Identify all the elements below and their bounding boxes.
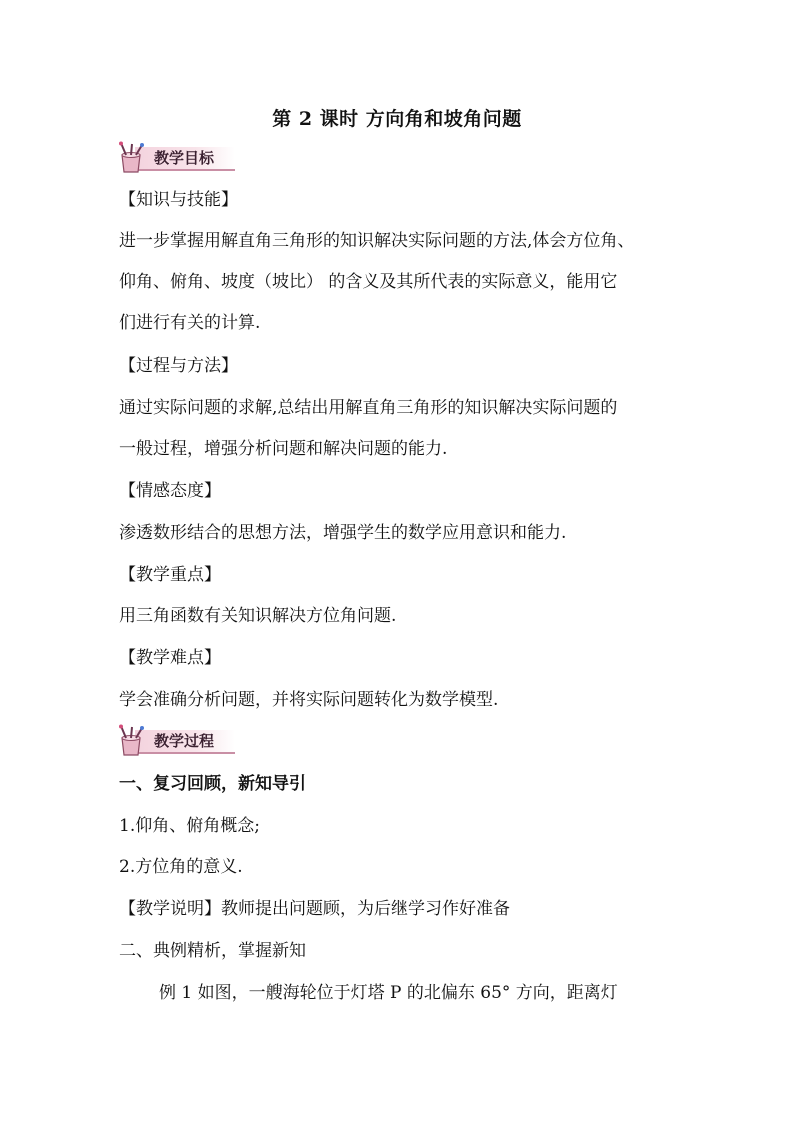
page-title: 第 2 课时 方向角和坡角问题 [272, 108, 522, 130]
section-heading-examples: 二、典例精析，掌握新知 [119, 941, 306, 961]
heading-difficulty: 【教学难点】 [119, 648, 221, 668]
list-item: 2.方位角的意义. [119, 857, 243, 877]
example-line: 例 1 如图，一艘海轮位于灯塔 P 的北偏东 65° 方向，距离灯 [159, 983, 618, 1003]
paragraph-line: 仰角、俯角、坡度（坡比） 的含义及其所代表的实际意义，能用它 [119, 272, 618, 292]
paragraph-line: 进一步掌握用解直角三角形的知识解决实际问题的方法,体会方位角、 [119, 231, 635, 251]
heading-attitude: 【情感态度】 [119, 481, 221, 501]
teaching-note: 【教学说明】教师提出问题顾，为后继学习作好准备 [119, 899, 510, 919]
paragraph-line: 们进行有关的计算. [119, 313, 261, 333]
paragraph-line: 通过实际问题的求解,总结出用解直角三角形的知识解决实际问题的 [119, 398, 618, 418]
heading-knowledge: 【知识与技能】 [119, 190, 238, 210]
list-item: 1.仰角、俯角概念; [119, 816, 260, 836]
section-heading-review: 一、复习回顾，新知导引 [119, 774, 306, 794]
banner-label: 教学过程 [154, 732, 215, 750]
pen-cup-icon [113, 141, 153, 175]
section-banner-objectives [113, 141, 239, 175]
pen-cup-icon [113, 724, 153, 758]
paragraph-line: 一般过程，增强分析问题和解决问题的能力. [119, 439, 448, 459]
banner-label: 教学目标 [154, 149, 215, 167]
paragraph-line: 学会准确分析问题，并将实际问题转化为数学模型. [119, 690, 499, 710]
paragraph-line: 用三角函数有关知识解决方位角问题. [119, 606, 397, 626]
paragraph-line: 渗透数形结合的思想方法，增强学生的数学应用意识和能力. [119, 523, 567, 543]
section-banner-process [113, 724, 239, 758]
heading-key-point: 【教学重点】 [119, 565, 221, 585]
heading-process: 【过程与方法】 [119, 356, 238, 376]
